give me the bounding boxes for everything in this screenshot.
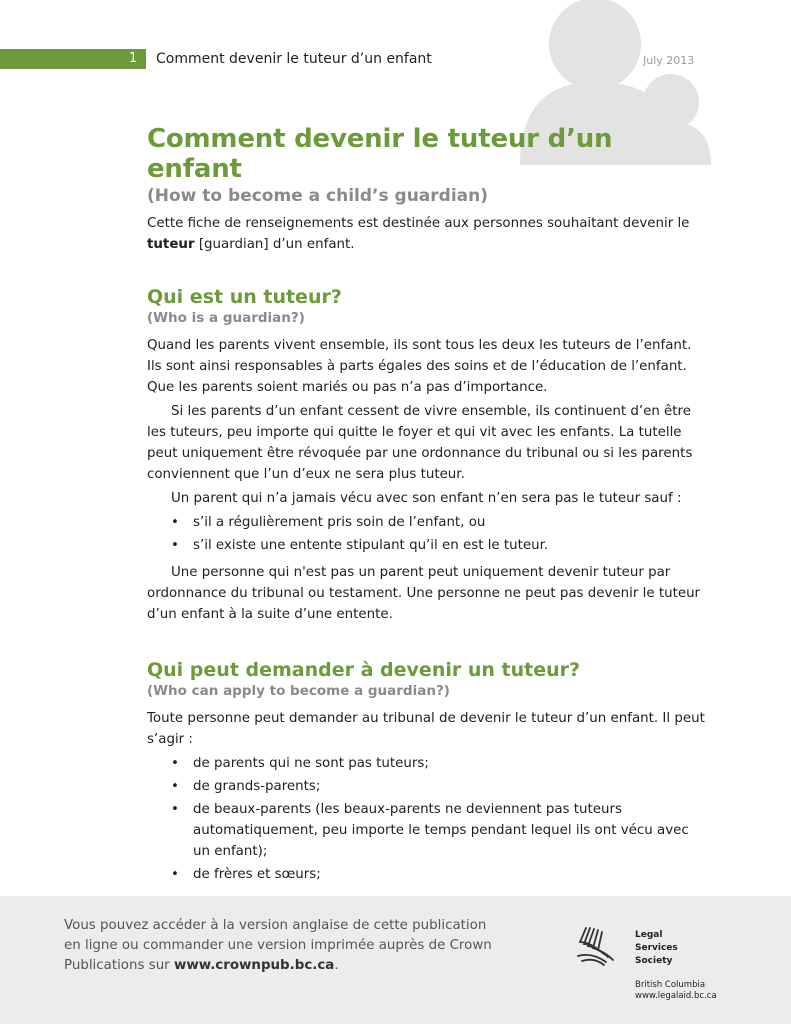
lss-region-name: British Columbia	[635, 980, 706, 990]
lss-name	[635, 929, 678, 968]
list-item	[147, 776, 707, 797]
list-item	[147, 535, 707, 556]
bullet-icon: •	[171, 867, 179, 882]
list-item	[147, 512, 707, 533]
page-subtitle: (How to become a child’s guardian)	[147, 186, 488, 206]
paragraph: Une personne qui n'est pas un parent peut uniquement devenir tuteur par ordonnance du tribunal ou testament. Une personne ne peut pas devenir le tuteur d’un enfant à la suite d’une entente.	[147, 565, 701, 622]
lss-logo-icon	[576, 926, 618, 966]
footer-link[interactable]: www.crownpub.bc.ca	[173, 958, 335, 973]
footer-notice-end: .	[334, 958, 339, 973]
list-item	[147, 799, 707, 862]
section-heading-who-is-guardian: Qui est un tuteur?	[147, 286, 342, 308]
section-spacer	[147, 628, 707, 658]
section-subheading-who-is-guardian: (Who is a guardian?)	[147, 310, 305, 326]
paragraph: Si les parents d’un enfant cessent de vivre ensemble, ils continuent d’en être les tuteurs, peu importe qui quitte le foyer et qui vit avec les enfants. La tutelle peut uniquement être révoquée par une ordonnance du tribunal ou si les parents conviennent que l’un d’eux ne sera plus tuteur.	[147, 404, 693, 482]
list-item-text: s’il a régulièrement pris soin de l’enfant, ou	[193, 515, 486, 530]
paragraph: Un parent qui n’a jamais vécu avec son enfant n’en sera pas le tuteur sauf :	[171, 491, 682, 506]
bullet-icon: •	[171, 802, 179, 817]
bullet-icon: •	[171, 756, 179, 771]
section-spacer	[147, 258, 707, 285]
header-title: Comment devenir le tuteur d’un enfant	[156, 51, 432, 67]
bullet-list	[147, 753, 707, 885]
intro-text-after: [guardian] d’un enfant.	[194, 237, 355, 252]
list-item-text: s’il existe une entente stipulant qu’il en est le tuteur.	[193, 538, 549, 553]
footer-notice-text: Vous pouvez accéder à la version anglaise de cette publication en ligne ou commander une version imprimée auprès de Crown Publications sur	[64, 918, 492, 973]
bullet-icon: •	[171, 538, 179, 553]
list-item	[147, 753, 707, 774]
paragraph: Quand les parents vivent ensemble, ils sont tous les deux les tuteurs de l’enfant. Ils sont ainsi responsables à parts égales des soins et de l’éducation de l’enfant. Que les parents soient mariés ou pas n’a pas d’importance.	[147, 338, 692, 395]
section-subheading-who-can-apply: (Who can apply to become a guardian?)	[147, 683, 450, 699]
header-accent-bar	[0, 49, 146, 69]
intro-paragraph	[147, 213, 707, 255]
bullet-list	[147, 512, 707, 556]
section-heading-who-can-apply: Qui peut demander à devenir un tuteur?	[147, 659, 581, 681]
document-body	[147, 124, 707, 891]
page-number: 1	[129, 51, 138, 66]
lss-website[interactable]: www.legalaid.bc.ca	[635, 991, 717, 1001]
list-item-text: de grands-parents;	[193, 779, 321, 794]
bullet-icon: •	[171, 515, 179, 530]
lss-name-line: Services	[635, 943, 678, 953]
intro-text: Cette fiche de renseignements est destinée aux personnes souhaitant devenir le	[147, 216, 690, 231]
list-item-text: de beaux-parents (les beaux-parents ne deviennent pas tuteurs automatiquement, peu importe le temps pendant lequel ils ont vécu avec un enfant);	[193, 802, 689, 859]
header-date: July 2013	[643, 54, 695, 67]
footer-notice	[64, 916, 504, 976]
lss-region	[635, 980, 717, 1002]
list-item	[147, 864, 707, 885]
paragraph: Toute personne peut demander au tribunal de devenir le tuteur d’un enfant. Il peut s’agir :	[147, 711, 705, 747]
list-item-text: de frères et sœurs;	[193, 867, 321, 882]
lss-name-line: Society	[635, 956, 673, 966]
page-title: Comment devenir le tuteur d’un enfant	[147, 124, 613, 184]
lss-name-line: Legal	[635, 930, 663, 940]
list-item-text: de parents qui ne sont pas tuteurs;	[193, 756, 429, 771]
bullet-icon: •	[171, 779, 179, 794]
footer	[0, 896, 791, 1024]
intro-bold-term: tuteur	[147, 237, 195, 252]
